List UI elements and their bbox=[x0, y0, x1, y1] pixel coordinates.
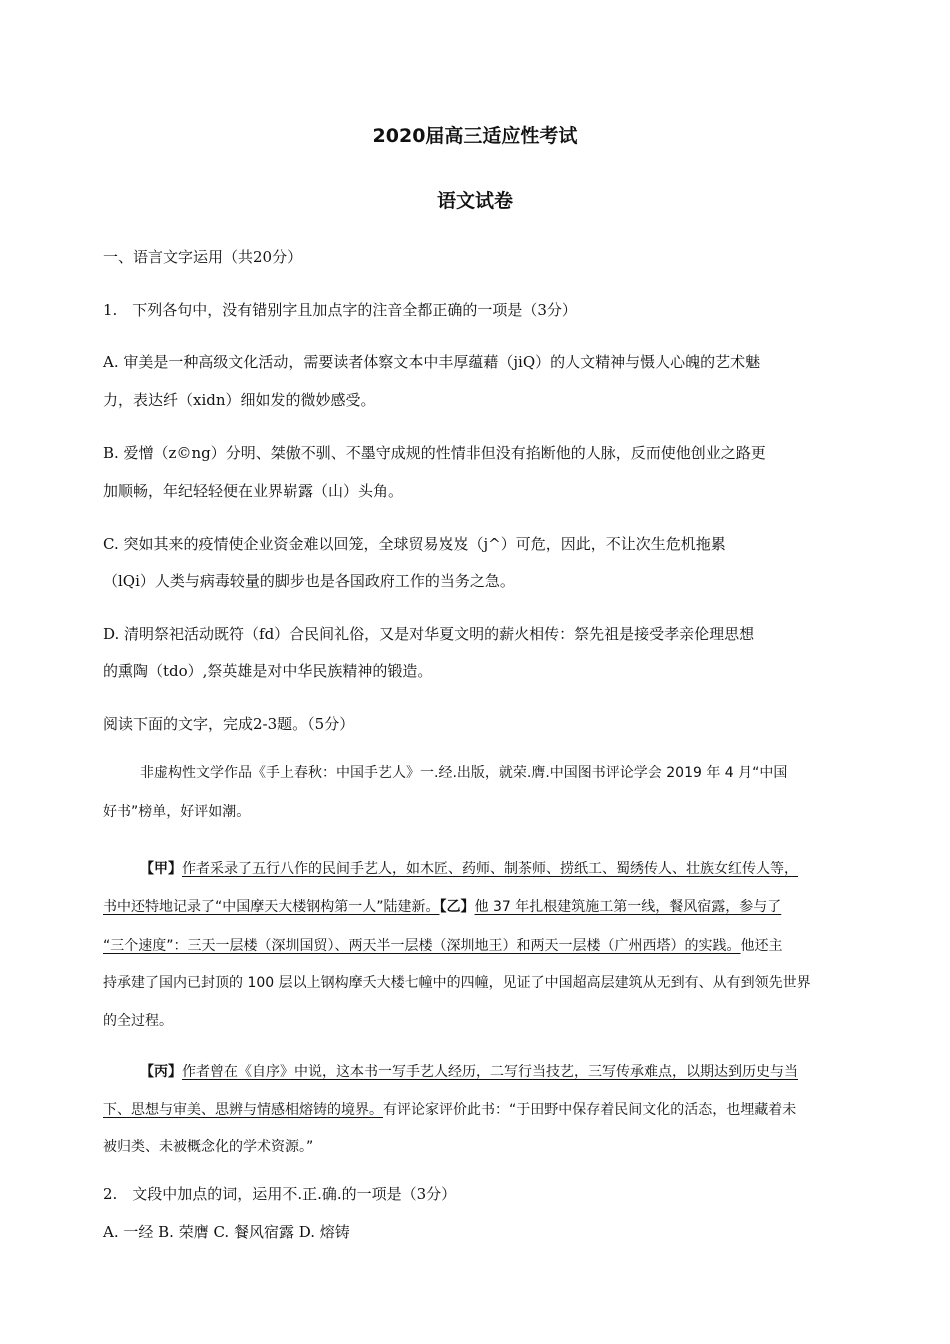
option-d-line-1: D. 清明祭祀活动既符（fd）合民间礼俗，又是对华夏文明的薪火相传：祭先祖是接受孝亲伦理思想 bbox=[103, 625, 755, 643]
reading-intro: 阅读下面的文字，完成2-3题。（5分） bbox=[103, 715, 355, 733]
yi-marker: 【乙】 bbox=[439, 899, 475, 915]
option-b-line-1: B. 爱憎（z©ng）分明、桀傲不驯、不墨守成规的性情非但没有掐断他的人脉，反而使他创业之路更 bbox=[103, 444, 766, 462]
option-d-line-2: 的熏陶（tdo）,祭英雄是对中华民族精神的锻造。 bbox=[103, 662, 433, 680]
jia-text-1: 作者采录了五行八作的民间手艺人，如木匠、药师、制茶师、捞纸工、蜀绣传人、壮族女红传人等， bbox=[182, 861, 798, 877]
jia-text-2: 书中还特地记录了“中国摩天大楼钢构第一人”陆建新。 bbox=[103, 899, 440, 915]
bing-text-1: 作者曾在《自序》中说，这本书一写手艺人经历，二写行当技艺，三写传承难点，以期达到历史与当 bbox=[182, 1064, 798, 1080]
jia-marker: 【甲】 bbox=[140, 861, 182, 877]
bing-text-2: 下、思想与审美、思辨与情感相熔铸的境界。 bbox=[103, 1102, 383, 1118]
passage-jia-line-1 bbox=[140, 858, 892, 880]
yi-text-1: 他 37 年扎根建筑施工第一线，餐风宿露，参与了 bbox=[474, 899, 782, 915]
passage-jia-line-2 bbox=[103, 896, 855, 918]
option-a-line-2: 力，表达纤（xidn）细如发的微妙感受。 bbox=[103, 391, 376, 409]
yi-text-2: “三个速度”：三天一层楼（深圳国贸）、两天半一层楼（深圳地王）和两天一层楼（广州西塔）的实践。 bbox=[103, 938, 741, 954]
question-2-options: A. 一经 B. 荣膺 C. 餐风宿露 D. 熔铸 bbox=[103, 1223, 350, 1241]
option-b-line-2: 加顺畅，年纪轻轻便在业界崭露（山）头角。 bbox=[103, 482, 404, 500]
option-c-line-2: （lQi）人类与病毒较量的脚步也是各国政府工作的当务之急。 bbox=[103, 572, 515, 590]
exam-subtitle: 语文试卷 bbox=[436, 190, 513, 212]
option-a-line-1: A. 审美是一种高级文化活动，需要读者体察文本中丰厚蕴藉（jiQ）的人文精神与慑人心魄的艺术魅 bbox=[103, 353, 761, 371]
question-1-stem: 1. 下列各句中，没有错别字且加点字的注音全都正确的一项是（3分） bbox=[103, 301, 577, 319]
passage-p1-line-2: 好书”榜单，好评如潮。 bbox=[103, 804, 251, 820]
passage-line-5: 的全过程。 bbox=[103, 1013, 173, 1029]
question-2-stem: 2. 文段中加点的词，运用不.正.确.的一项是（3分） bbox=[103, 1185, 457, 1203]
passage-bing-line-1 bbox=[140, 1061, 892, 1083]
passage-bing-line-2 bbox=[103, 1099, 855, 1121]
passage-yi-line-3 bbox=[103, 935, 855, 957]
passage-line-4: 持承建了国内已封顶的 100 层以上钢构摩夭大楼七幢中的四幢，见证了中国超高层建筑从无到有、从有到领先世界 bbox=[103, 975, 811, 991]
section-heading: 一、语言文字运用（共20分） bbox=[103, 248, 303, 266]
option-c-line-1: C. 突如其来的疫情使企业资金难以回笼，全球贸易岌岌（j^）可危，因此，不让次生危机拖累 bbox=[103, 535, 726, 553]
bing-text-3: 有评论家评价此书：“于田野中保存着民间文化的活态，也埋藏着未 bbox=[383, 1102, 797, 1118]
passage-p1-line-1: 非虚构性文学作品《手上春秋：中国手艺人》一.经.出版，就荣.膺.中国图书评论学会 2019 年 4 月“中国 bbox=[140, 765, 788, 781]
exam-title: 2020届高三适应性考试 bbox=[372, 125, 578, 147]
bing-marker: 【丙】 bbox=[140, 1064, 182, 1080]
yi-text-3: 他还主 bbox=[740, 938, 783, 954]
passage-bing-line-3: 被归类、未被概念化的学术资源。” bbox=[103, 1139, 314, 1155]
